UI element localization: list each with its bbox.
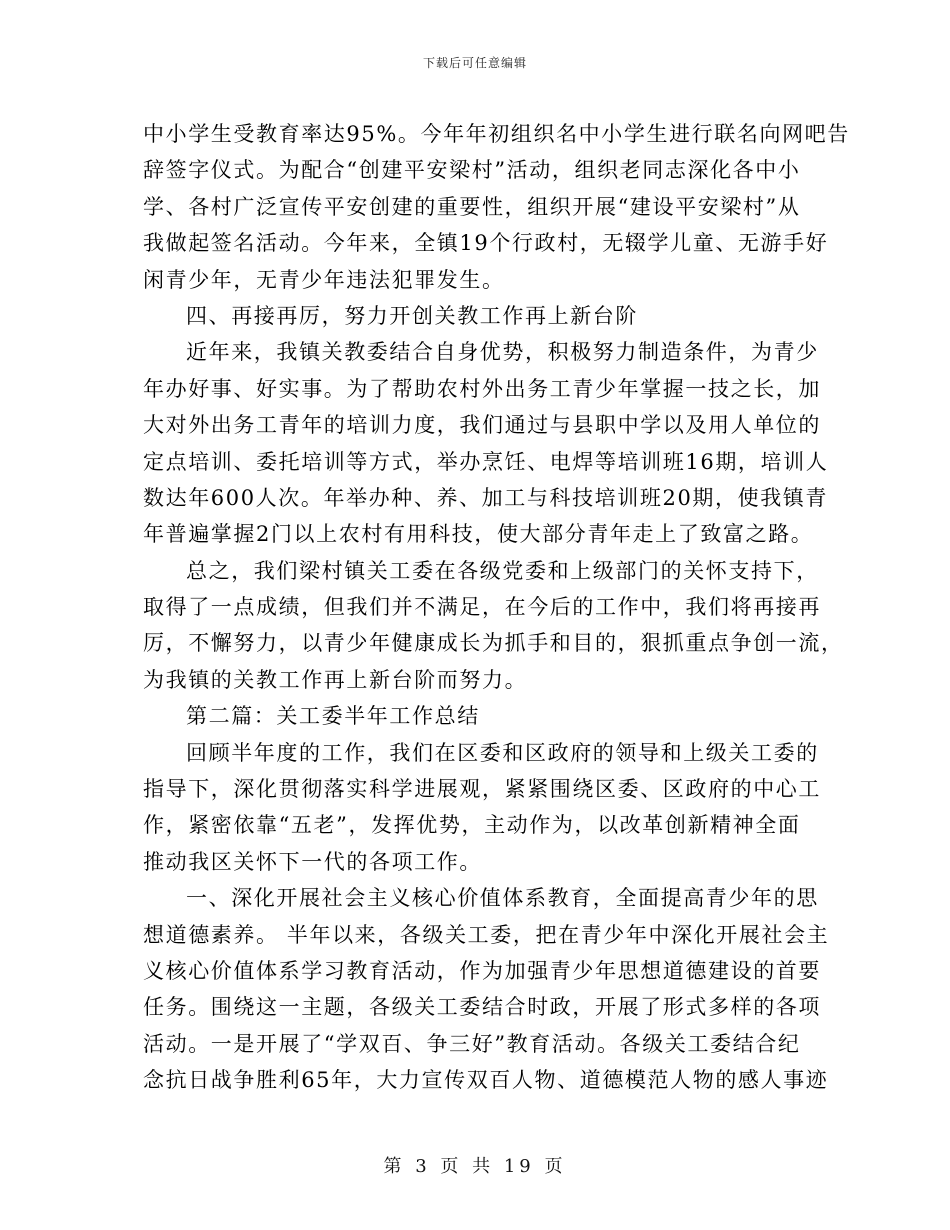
text-line: 定点培训、委托培训等方式，举办烹饪、电焊等培训班16期，培训人 xyxy=(143,449,829,474)
text-line: 大对外出务工青年的培训力度，我们通过与县职中学以及用人单位的 xyxy=(143,413,821,438)
text-line: 指导下，深化贯彻落实科学进展观，紧紧围绕区委、区政府的中心工 xyxy=(143,777,821,802)
text-line: 厉，不懈努力，以青少年健康成长为抓手和目的，狠抓重点争创一流， xyxy=(143,631,844,656)
text-line: 辞签字仪式。为配合“创建平安梁村”活动，组织老同志深化各中小 xyxy=(143,158,801,183)
text-line: 取得了一点成绩，但我们并不满足，在今后的工作中，我们将再接再 xyxy=(143,595,821,620)
paragraph-start: 一、深化开展社会主义核心价值体系教育，全面提高青少年的思 xyxy=(186,886,819,911)
text-line: 义核心价值体系学习教育活动，作为加强青少年思想道德建设的首要 xyxy=(143,958,821,983)
document-body xyxy=(143,116,850,1099)
text-line: 数达年600人次。年举办种、养、加工与科技培训班20期，使我镇青 xyxy=(143,485,829,510)
text-line: 作，紧密依靠“五老”，发挥优势，主动作为，以改革创新精神全面 xyxy=(143,813,801,838)
text-line: 年办好事、好实事。为了帮助农村外出务工青少年掌握一技之长，加 xyxy=(143,376,821,401)
text-line: 闲青少年，无青少年违法犯罪发生。 xyxy=(143,267,505,292)
paragraph-start: 回顾半年度的工作，我们在区委和区政府的领导和上级关工委的 xyxy=(186,740,819,765)
paragraph-start: 近年来，我镇关教委结合自身优势，积极努力制造条件，为青少 xyxy=(186,340,819,365)
text-line: 活动。一是开展了“学双百、争三好”教育活动。各级关工委结合纪 xyxy=(143,1031,801,1056)
page-footer: 第 3 页 共 19 页 xyxy=(383,1156,567,1177)
chapter-heading: 第二篇：关工委半年工作总结 xyxy=(186,704,480,729)
section-heading: 四、再接再厉，努力开创关教工作再上新台阶 xyxy=(186,303,638,328)
text-line: 我做起签名活动。今年来，全镇19个行政村，无辍学儿童、无游手好 xyxy=(143,231,829,256)
text-line: 中小学生受教育率达95%。今年年初组织名中小学生进行联名向网吧告 xyxy=(143,122,850,146)
text-line: 为我镇的关教工作再上新台阶而努力。 xyxy=(143,667,528,692)
text-line: 学、各村广泛宣传平安创建的重要性，组织开展“建设平安梁村”从 xyxy=(143,194,801,219)
text-line: 任务。围绕这一主题，各级关工委结合时政，开展了形式多样的各项 xyxy=(143,995,821,1020)
paragraph-start: 总之，我们梁村镇关工委在各级党委和上级部门的关怀支持下， xyxy=(186,558,819,583)
page-header: 下载后可任意编辑 xyxy=(422,56,527,70)
text-line: 想道德素养。 半年以来，各级关工委，把在青少年中深化开展社会主 xyxy=(143,922,830,947)
text-line: 推动我区关怀下一代的各项工作。 xyxy=(143,849,482,874)
text-line: 年普遍掌握2门以上农村有用科技，使大部分青年走上了致富之路。 xyxy=(143,522,814,547)
text-line: 念抗日战争胜利65年，大力宣传双百人物、道德模范人物的感人事迹 xyxy=(143,1068,829,1093)
